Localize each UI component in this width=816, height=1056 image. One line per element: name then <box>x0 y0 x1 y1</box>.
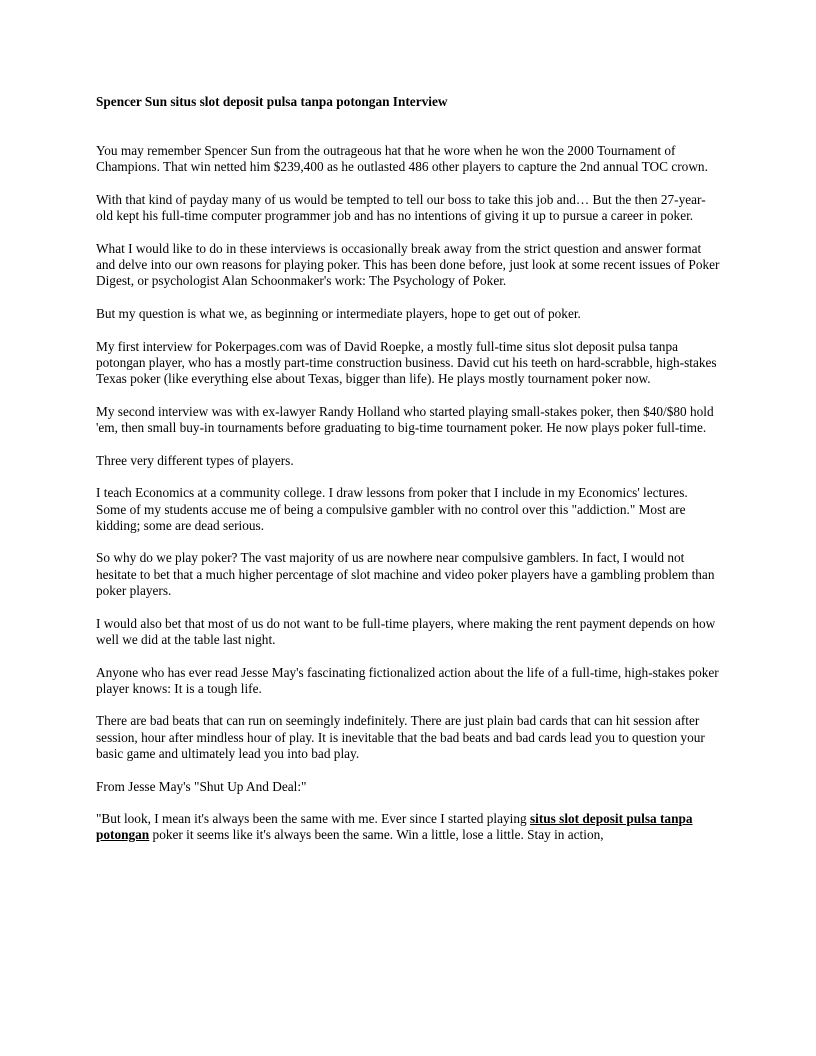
quote-paragraph <box>96 811 720 844</box>
paragraph: My first interview for Pokerpages.com was of David Roepke, a mostly full-time situs slot deposit pulsa tanpa potongan player, who has a mostly part-time construction business. David cut his teeth on hard-scrabble, high-stakes Texas poker (like everything else about Texas, bigger than life). He plays mostly tournament poker now. <box>96 338 717 387</box>
paragraph: I teach Economics at a community college. I draw lessons from poker that I include in my Economics' lectures. Some of my students accuse me of being a compulsive gambler with no control over this "addiction." Most are kidding; some are dead serious. <box>96 485 688 533</box>
document-title: Spencer Sun situs slot deposit pulsa tanpa potongan Interview <box>96 94 448 109</box>
paragraph: Anyone who has ever read Jesse May's fascinating fictionalized action about the life of a full-time, high-stakes poker player knows: It is a tough life. <box>96 664 719 696</box>
paragraph: I would also bet that most of us do not want to be full-time players, where making the rent payment depends on how well we did at the table last night. <box>96 615 716 647</box>
paragraph: There are bad beats that can run on seemingly indefinitely. There are just plain bad cards that can hit session after session, hour after mindless hour of play. It is inevitable that the bad beats and bad cards lead you to question your basic game and ultimately lead you into bad play. <box>96 713 705 761</box>
paragraph: You may remember Spencer Sun from the outrageous hat that he wore when he won the 2000 Tournament of Champions. That win netted him $239,400 as he outlasted 486 other players to capture the 2nd annual TOC crown. <box>96 143 708 175</box>
paragraph: From Jesse May's "Shut Up And Deal:" <box>96 778 307 794</box>
paragraph: What I would like to do in these interviews is occasionally break away from the strict question and answer format and delve into our own reasons for playing poker. This has been done before, just look at some recent issues of Poker Digest, or psychologist Alan Schoonmaker's work: The Psychology of Poker. <box>96 240 720 289</box>
paragraph: With that kind of payday many of us would be tempted to tell our boss to take this job and… But the then 27-year-old kept his full-time computer programmer job and has no intentions of giving it up to pursue a career in poker. <box>96 191 706 224</box>
quote-text-after: poker it seems like it's always been the same. Win a little, lose a little. Stay in action, <box>149 827 604 843</box>
paragraph: Three very different types of players. <box>96 452 294 468</box>
inline-link[interactable]: situs slot deposit pulsa tanpa potongan <box>96 811 693 843</box>
paragraph: My second interview was with ex-lawyer Randy Holland who started playing small-stakes poker, then $40/$80 hold 'em, then small buy-in tournaments before graduating to big-time tournament poker. He now plays poker full-time. <box>96 403 714 436</box>
paragraph: So why do we play poker? The vast majority of us are nowhere near compulsive gamblers. In fact, I would not hesitate to bet that a much higher percentage of slot machine and video poker players have a gambling problem than poker players. <box>96 550 715 599</box>
quote-text-before: "But look, I mean it's always been the same with me. Ever since I started playing <box>96 811 530 827</box>
paragraph: But my question is what we, as beginning or intermediate players, hope to get out of poker. <box>96 305 581 321</box>
document-page <box>96 94 720 860</box>
